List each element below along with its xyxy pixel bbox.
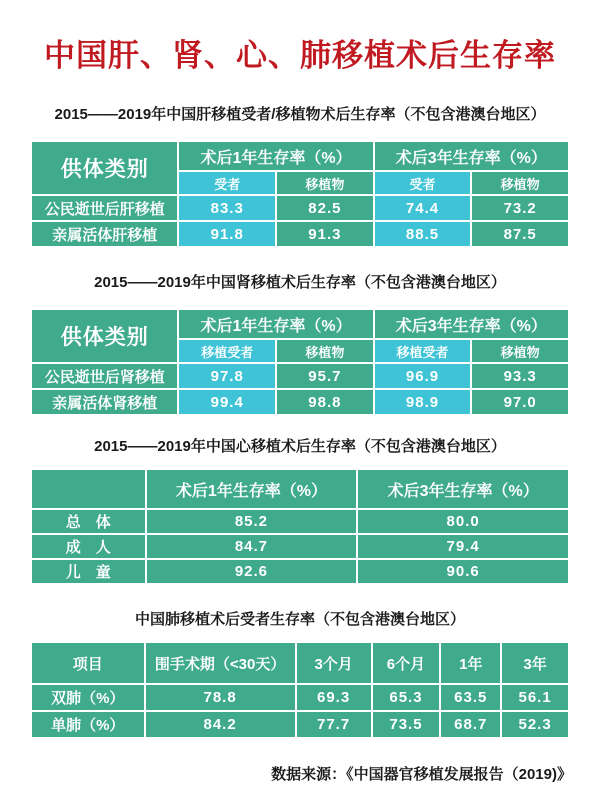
survival-value: 88.5 [374, 221, 472, 247]
column-subheader: 受者 [374, 171, 472, 195]
row-label: 公民逝世后肾移植 [31, 363, 178, 389]
row-label: 成 人 [31, 534, 146, 559]
column-subheader: 移植物 [276, 339, 374, 363]
section-title-kidney: 2015——2019年中国肾移植术后生存率（不包含港澳台地区） [94, 274, 506, 291]
survival-value: 95.7 [276, 363, 374, 389]
survival-value: 92.6 [146, 559, 358, 584]
survival-value: 98.9 [374, 389, 472, 415]
row-label: 双肺（%） [31, 684, 145, 711]
row-label: 亲属活体肝移植 [31, 221, 178, 247]
survival-value: 83.3 [178, 195, 276, 221]
row-label: 公民逝世后肝移植 [31, 195, 178, 221]
survival-value: 68.7 [440, 711, 501, 738]
column-subheader: 移植受者 [374, 339, 472, 363]
table-row [31, 534, 569, 559]
column-header: 项目 [31, 642, 145, 684]
survival-value: 73.2 [471, 195, 569, 221]
survival-value: 97.8 [178, 363, 276, 389]
liver-table [30, 140, 570, 248]
survival-value: 97.0 [471, 389, 569, 415]
survival-value: 93.3 [471, 363, 569, 389]
column-header: 1年 [440, 642, 501, 684]
corner-header [31, 469, 146, 509]
column-subheader: 移植受者 [178, 339, 276, 363]
lung-table [30, 641, 570, 739]
survival-value: 78.8 [145, 684, 296, 711]
section-title-lung: 中国肺移植术后受者生存率（不包含港澳台地区） [134, 611, 465, 628]
survival-value: 74.4 [374, 195, 472, 221]
table-row [31, 559, 569, 584]
data-source-note: 数据来源：《中国器官移植发展报告（2019)》 [271, 766, 572, 783]
survival-value: 84.7 [146, 534, 358, 559]
column-header: 6个月 [372, 642, 441, 684]
survival-value: 99.4 [178, 389, 276, 415]
survival-value: 69.3 [296, 684, 372, 711]
survival-value: 84.2 [145, 711, 296, 738]
table-row [31, 684, 569, 711]
kidney-table [30, 308, 570, 416]
corner-header: 供体类别 [31, 309, 178, 363]
column-header: 围手术期（<30天） [145, 642, 296, 684]
survival-value: 65.3 [372, 684, 441, 711]
survival-value: 79.4 [357, 534, 569, 559]
survival-value: 91.8 [178, 221, 276, 247]
survival-value: 87.5 [471, 221, 569, 247]
survival-value: 63.5 [440, 684, 501, 711]
survival-value: 73.5 [372, 711, 441, 738]
column-header: 术后3年生存率（%） [374, 141, 569, 171]
column-subheader: 移植物 [471, 171, 569, 195]
table-row [31, 509, 569, 534]
survival-value: 98.8 [276, 389, 374, 415]
survival-value: 52.3 [501, 711, 569, 738]
column-header: 术后1年生存率（%） [178, 141, 373, 171]
column-header: 术后1年生存率（%） [146, 469, 358, 509]
table-row [31, 195, 569, 221]
survival-value: 96.9 [374, 363, 472, 389]
corner-header: 供体类别 [31, 141, 178, 195]
column-subheader: 移植物 [471, 339, 569, 363]
table-row [31, 711, 569, 738]
column-header: 3个月 [296, 642, 372, 684]
table-row [31, 389, 569, 415]
column-header: 术后3年生存率（%） [374, 309, 569, 339]
section-title-heart: 2015——2019年中国心移植术后生存率（不包含港澳台地区） [94, 438, 506, 455]
section-title-liver: 2015——2019年中国肝移植受者/移植物术后生存率（不包含港澳台地区） [54, 106, 546, 123]
column-header: 术后3年生存率（%） [357, 469, 569, 509]
column-subheader: 移植物 [276, 171, 374, 195]
column-header: 3年 [501, 642, 569, 684]
survival-value: 56.1 [501, 684, 569, 711]
survival-value: 90.6 [357, 559, 569, 584]
table-row [31, 221, 569, 247]
table-row [31, 363, 569, 389]
survival-value: 80.0 [357, 509, 569, 534]
row-label: 儿 童 [31, 559, 146, 584]
row-label: 总 体 [31, 509, 146, 534]
heart-table [30, 468, 570, 585]
survival-value: 85.2 [146, 509, 358, 534]
column-header: 术后1年生存率（%） [178, 309, 373, 339]
row-label: 单肺（%） [31, 711, 145, 738]
row-label: 亲属活体肾移植 [31, 389, 178, 415]
column-subheader: 受者 [178, 171, 276, 195]
survival-value: 91.3 [276, 221, 374, 247]
page-title: 中国肝、肾、心、肺移植术后生存率 [44, 38, 556, 73]
survival-value: 77.7 [296, 711, 372, 738]
survival-value: 82.5 [276, 195, 374, 221]
